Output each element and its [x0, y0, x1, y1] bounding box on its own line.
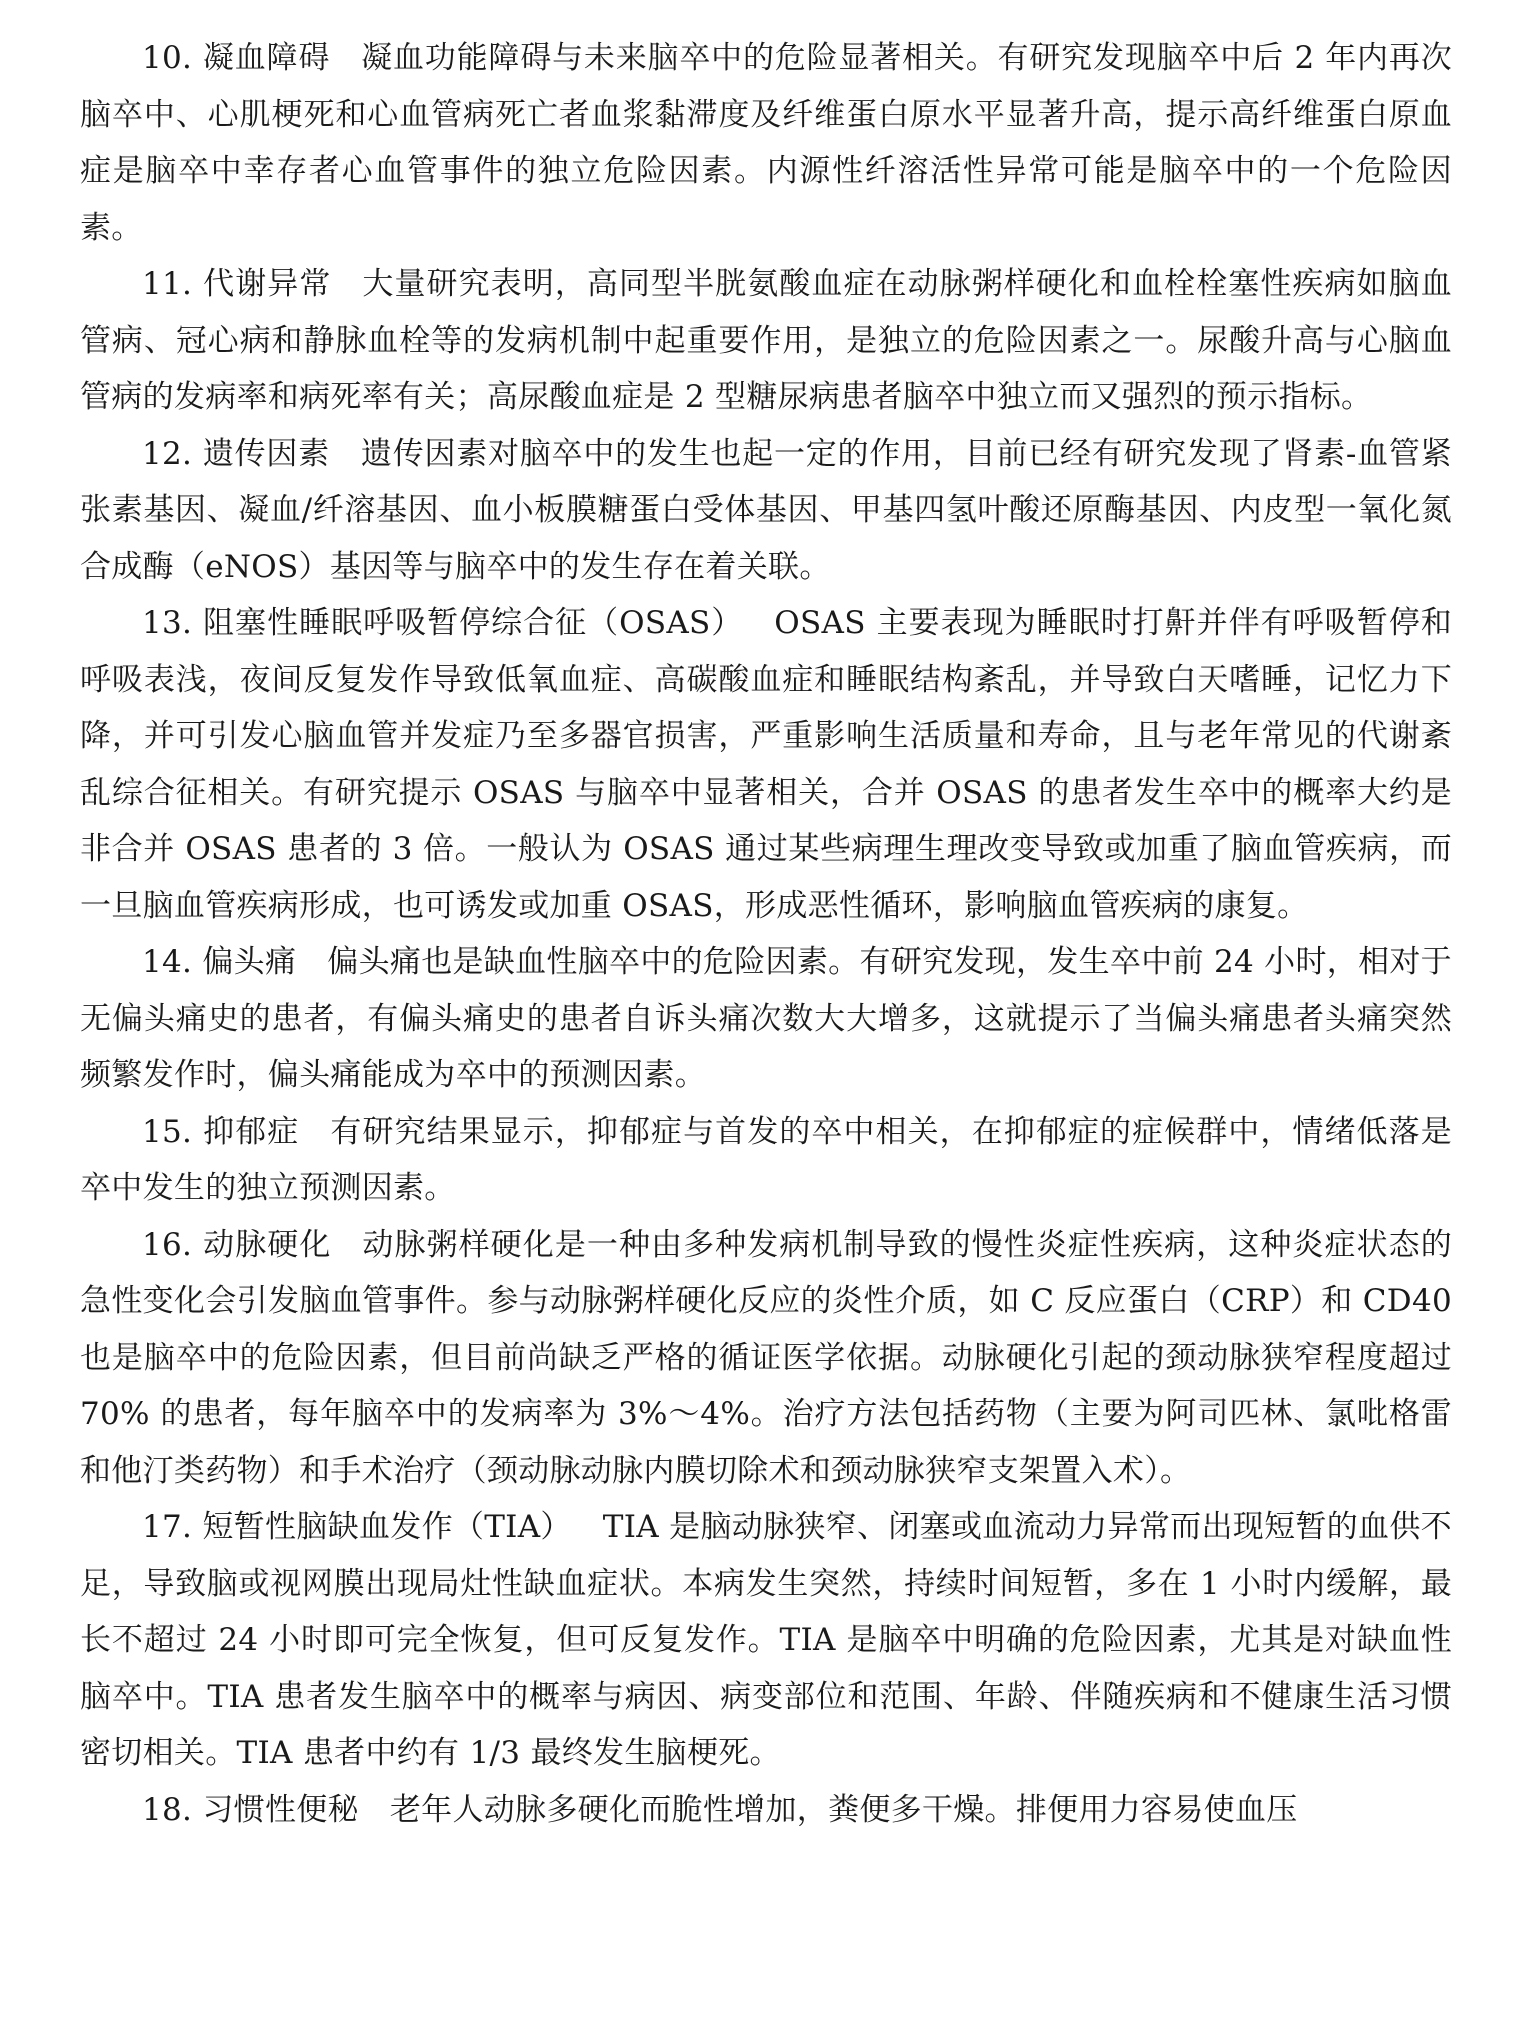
paragraph-depression: [80, 1104, 1452, 1217]
paragraph-body: 遗传因素对脑卒中的发生也起一定的作用，目前已经有研究发现了肾素-血管紧张素基因、凝血/纤溶基因、血小板膜糖蛋白受体基因、甲基四氢叶酸还原酶基因、内皮型一氧化氮合成酶（eNOS）基因等与脑卒中的发生存在着关联。: [80, 435, 1452, 585]
paragraph-heading: 18. 习惯性便秘: [142, 1791, 359, 1828]
paragraph-body: OSAS 主要表现为睡眠时打鼾并伴有呼吸暂停和呼吸表浅，夜间反复发作导致低氧血症、高碳酸血症和睡眠结构紊乱，并导致白天嗜睡，记忆力下降，并可引发心脑血管并发症乃至多器官损害，严重影响生活质量和寿命，且与老年常见的代谢紊乱综合征相关。有研究提示 OSAS 与脑卒中显著相关，合并 OSAS 的患者发生卒中的概率大约是非合并 OSAS 患者的 3 倍。一般认为 OSAS 通过某些病理生理改变导致或加重了脑血管疾病，而一旦脑血管疾病形成，也可诱发或加重 OSAS，形成恶性循环，影响脑血管疾病的康复。: [80, 605, 1452, 924]
paragraph-heading: 16. 动脉硬化: [142, 1226, 332, 1263]
paragraph-migraine: [80, 934, 1452, 1104]
paragraph-metabolism: [80, 256, 1452, 426]
paragraph-heading: 12. 遗传因素: [142, 435, 330, 472]
paragraph-body: TIA 是脑动脉狭窄、闭塞或血流动力异常而出现短暂的血供不足，导致脑或视网膜出现局灶性缺血症状。本病发生突然，持续时间短暂，多在 1 小时内缓解，最长不超过 24 小时即可完全恢复，但可反复发作。TIA 是脑卒中明确的危险因素，尤其是对缺血性脑卒中。TIA 患者发生脑卒中的概率与病因、病变部位和范围、年龄、伴随疾病和不健康生活习惯密切相关。TIA 患者中约有 1/3 最终发生脑梗死。: [80, 1509, 1452, 1771]
paragraph-heading: 17. 短暂性脑缺血发作（TIA）: [142, 1509, 572, 1545]
paragraph-body: 有研究结果显示，抑郁症与首发的卒中相关，在抑郁症的症候群中，情绪低落是卒中发生的独立预测因素。: [80, 1113, 1452, 1206]
paragraph-heading: 14. 偏头痛: [142, 944, 297, 980]
paragraph-tia: [80, 1499, 1452, 1782]
paragraph-genetics: [80, 426, 1452, 596]
document-page: [80, 30, 1452, 1838]
paragraph-body: 大量研究表明，高同型半胱氨酸血症在动脉粥样硬化和血栓栓塞性疾病如脑血管病、冠心病和静脉血栓等的发病机制中起重要作用，是独立的危险因素之一。尿酸升高与心脑血管病的发病率和病死率有关；高尿酸血症是 2 型糖尿病患者脑卒中独立而又强烈的预示指标。: [80, 266, 1452, 415]
paragraph-body: 偏头痛也是缺血性脑卒中的危险因素。有研究发现，发生卒中前 24 小时，相对于无偏头痛史的患者，有偏头痛史的患者自诉头痛次数大大增多，这就提示了当偏头痛患者头痛突然频繁发作时，偏头痛能成为卒中的预测因素。: [80, 944, 1452, 1093]
paragraph-constipation: [80, 1782, 1452, 1839]
paragraph-heading: 13. 阻塞性睡眠呼吸暂停综合征（OSAS）: [142, 605, 744, 641]
paragraph-heading: 11. 代谢异常: [142, 266, 332, 302]
paragraph-body: 凝血功能障碍与未来脑卒中的危险显著相关。有研究发现脑卒中后 2 年内再次脑卒中、心肌梗死和心血管病死亡者血浆黏滞度及纤维蛋白原水平显著升高，提示高纤维蛋白原血症是脑卒中幸存者心血管事件的独立危险因素。内源性纤溶活性异常可能是脑卒中的一个危险因素。: [80, 40, 1452, 246]
paragraph-body: 动脉粥样硬化是一种由多种发病机制导致的慢性炎症性疾病，这种炎症状态的急性变化会引发脑血管事件。参与动脉粥样硬化反应的炎性介质，如 C 反应蛋白（CRP）和 CD40 也是脑卒中的危险因素，但目前尚缺乏严格的循证医学依据。动脉硬化引起的颈动脉狭窄程度超过 70% 的患者，每年脑卒中的发病率为 3%～4%。治疗方法包括药物（主要为阿司匹林、氯吡格雷和他汀类药物）和手术治疗（颈动脉动脉内膜切除术和颈动脉狭窄支架置入术）。: [80, 1226, 1452, 1489]
paragraph-osas: [80, 595, 1452, 934]
paragraph-heading: 10. 凝血障碍: [142, 40, 331, 76]
paragraph-arteriosclerosis: [80, 1217, 1452, 1500]
paragraph-body: 老年人动脉多硬化而脆性增加，粪便多干燥。排便用力容易使血压: [389, 1791, 1298, 1828]
paragraph-heading: 15. 抑郁症: [142, 1113, 300, 1150]
paragraph-coagulation: [80, 30, 1452, 256]
